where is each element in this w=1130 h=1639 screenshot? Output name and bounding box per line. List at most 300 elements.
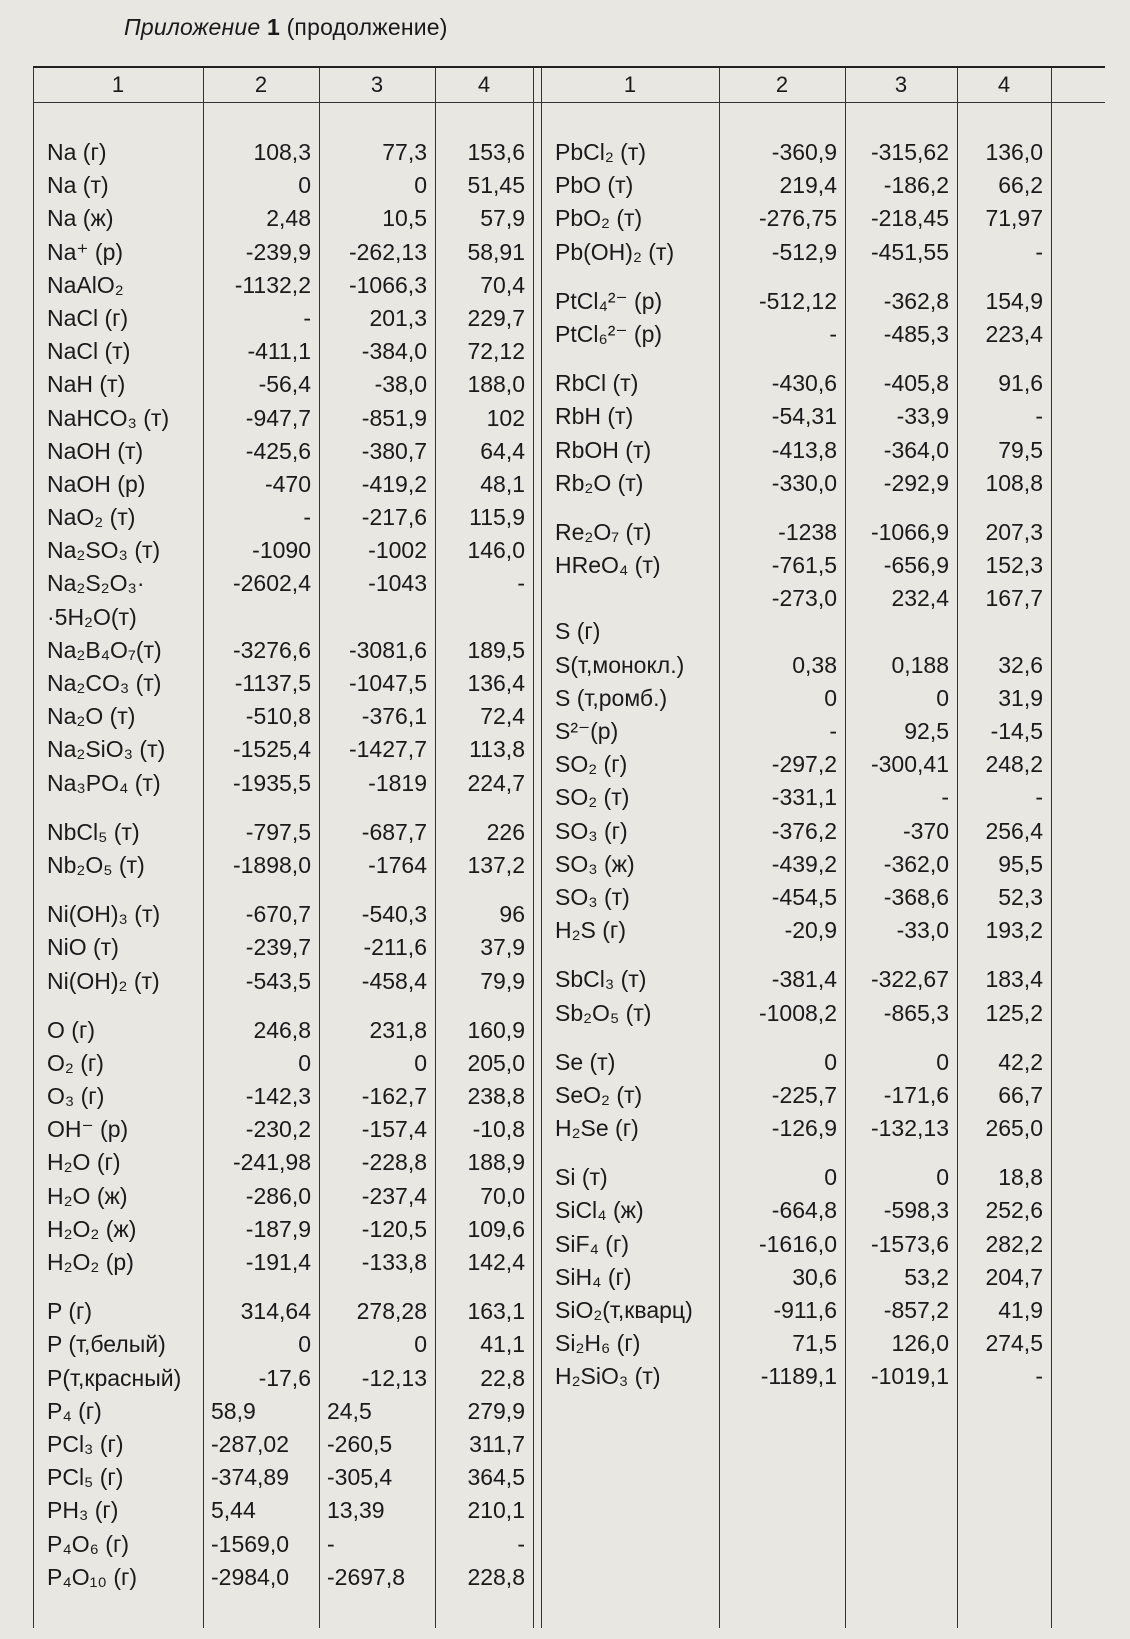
value-cell: 51,45 bbox=[467, 172, 525, 199]
substance-cell: P (г) bbox=[47, 1298, 93, 1325]
value-cell: 18,8 bbox=[998, 1164, 1043, 1191]
substance-cell: H₂O (г) bbox=[47, 1149, 121, 1176]
row-spacer bbox=[319, 1279, 435, 1295]
row-spacer bbox=[541, 351, 719, 367]
value-cell: 136,4 bbox=[467, 670, 525, 696]
substance-cell: Na (т) bbox=[47, 172, 109, 199]
value-cell: -1066,9 bbox=[870, 518, 949, 545]
row-spacer bbox=[541, 500, 719, 516]
row-spacer bbox=[719, 1030, 845, 1046]
value-cell: 193,2 bbox=[985, 917, 1043, 944]
value-cell: 0 bbox=[824, 1164, 837, 1191]
substance-cell: HReO₄ (т) bbox=[555, 552, 661, 579]
substance-cell: Na₂O (т) bbox=[47, 703, 136, 730]
value-cell: 66,2 bbox=[998, 172, 1043, 199]
value-cell: -362,8 bbox=[883, 287, 949, 314]
value-cell: 42,2 bbox=[998, 1048, 1043, 1075]
value-cell: 163,1 bbox=[467, 1298, 525, 1325]
value-cell: 152,3 bbox=[985, 552, 1043, 579]
value-cell: 265,0 bbox=[985, 1115, 1043, 1142]
value-cell: -120,5 bbox=[361, 1215, 427, 1242]
value-cell: -376,2 bbox=[771, 817, 837, 844]
value-cell: 125,2 bbox=[985, 999, 1043, 1026]
substance-cell: Na (г) bbox=[47, 139, 107, 165]
row-spacer bbox=[719, 269, 845, 285]
value-cell: 0 bbox=[936, 684, 949, 711]
title-suffix: (продолжение) bbox=[286, 14, 448, 40]
value-cell: -276,75 bbox=[758, 205, 837, 232]
value-cell: 57,9 bbox=[480, 205, 525, 232]
substance-cell: O (г) bbox=[47, 1016, 95, 1043]
value-cell: 92,5 bbox=[904, 718, 949, 744]
row-spacer bbox=[845, 1145, 957, 1161]
value-cell: - bbox=[303, 304, 311, 331]
value-cell: -947,7 bbox=[245, 404, 311, 431]
value-cell: 53,2 bbox=[904, 1263, 949, 1290]
substance-cell: NaOH (т) bbox=[47, 437, 144, 464]
value-cell: -239,7 bbox=[245, 934, 311, 961]
value-cell: -362,0 bbox=[883, 850, 949, 877]
value-cell: -3081,6 bbox=[348, 636, 427, 663]
value-cell: -56,4 bbox=[258, 371, 311, 398]
value-cell: 142,4 bbox=[467, 1249, 525, 1275]
substance-cell: P₄ (г) bbox=[47, 1397, 102, 1424]
substance-cell: SiF₄ (г) bbox=[555, 1230, 629, 1257]
value-cell: -126,9 bbox=[771, 1115, 837, 1142]
col-divider bbox=[533, 68, 534, 1628]
value-cell: 231,8 bbox=[369, 1016, 427, 1043]
substance-cell: H₂O (ж) bbox=[47, 1182, 128, 1209]
value-cell: -157,4 bbox=[361, 1116, 427, 1143]
value-cell: 32,6 bbox=[998, 651, 1043, 678]
value-cell: 226 bbox=[486, 818, 525, 845]
value-cell: 223,4 bbox=[985, 320, 1043, 347]
row-spacer bbox=[957, 1030, 1051, 1046]
value-cell: -1427,7 bbox=[348, 736, 427, 763]
substance-cell: NaAlO₂ bbox=[47, 271, 124, 298]
row-spacer bbox=[541, 269, 719, 285]
value-cell: -543,5 bbox=[245, 967, 311, 994]
left-enthalpy-column bbox=[203, 136, 319, 1594]
row-spacer bbox=[33, 882, 203, 898]
value-cell: 95,5 bbox=[998, 850, 1043, 877]
substance-cell: PCl₃ (г) bbox=[47, 1430, 124, 1457]
col-divider bbox=[1051, 68, 1052, 1628]
row-spacer bbox=[33, 1279, 203, 1295]
value-cell: -360,9 bbox=[771, 139, 837, 165]
value-cell: 79,9 bbox=[480, 967, 525, 994]
value-cell: -368,6 bbox=[883, 883, 949, 910]
value-cell: -1569,0 bbox=[211, 1530, 290, 1557]
value-cell: -380,7 bbox=[361, 437, 427, 464]
row-spacer bbox=[541, 1145, 719, 1161]
value-cell: -857,2 bbox=[883, 1297, 949, 1323]
substance-cell: P(т,красный) bbox=[47, 1364, 182, 1391]
header-cell: 3 bbox=[894, 72, 908, 97]
value-cell: 41,9 bbox=[998, 1297, 1043, 1323]
substance-cell: H₂SiO₃ (т) bbox=[555, 1363, 661, 1390]
value-cell: 70,0 bbox=[480, 1182, 525, 1209]
value-cell: 72,12 bbox=[467, 338, 525, 365]
value-cell: 58,9 bbox=[211, 1397, 256, 1424]
value-cell: - bbox=[517, 1530, 525, 1557]
value-cell: -287,02 bbox=[211, 1430, 290, 1457]
value-cell: -797,5 bbox=[245, 818, 311, 845]
value-cell: -384,0 bbox=[361, 338, 427, 365]
value-cell: -33,0 bbox=[896, 917, 949, 944]
value-cell: -454,5 bbox=[771, 883, 837, 910]
substance-cell: PtCl₆²⁻ (р) bbox=[555, 320, 663, 347]
value-cell: 183,4 bbox=[985, 966, 1043, 993]
value-cell: -186,2 bbox=[883, 172, 949, 199]
value-cell bbox=[719, 615, 845, 648]
value-cell: -225,7 bbox=[771, 1081, 837, 1108]
value-cell: 238,8 bbox=[467, 1083, 525, 1110]
value-cell: -305,4 bbox=[327, 1464, 393, 1491]
value-cell: -851,9 bbox=[361, 404, 427, 431]
row-spacer bbox=[541, 947, 719, 963]
value-cell: -1819 bbox=[368, 769, 427, 796]
value-cell: 77,3 bbox=[382, 139, 427, 165]
value-cell: -38,0 bbox=[374, 371, 427, 398]
right-substance-column bbox=[541, 136, 719, 1394]
value-cell: 314,64 bbox=[240, 1298, 311, 1325]
substance-cell: PbO₂ (т) bbox=[555, 205, 643, 232]
header-cell: 4 bbox=[997, 72, 1011, 97]
value-cell: -20,9 bbox=[784, 917, 837, 944]
substance-cell: Si₂H₆ (г) bbox=[555, 1330, 641, 1357]
value-cell: -33,9 bbox=[896, 403, 949, 430]
right-gibbs-column bbox=[845, 136, 957, 1394]
value-cell: -322,67 bbox=[870, 966, 949, 993]
value-cell: -439,2 bbox=[771, 850, 837, 877]
substance-cell: Na₂SO₃ (т) bbox=[47, 537, 161, 564]
value-cell: 0 bbox=[298, 1049, 311, 1076]
value-cell: -239,9 bbox=[245, 238, 311, 265]
value-cell: 24,5 bbox=[327, 1397, 372, 1424]
value-cell: -370 bbox=[902, 817, 949, 844]
title-number: 1 bbox=[266, 14, 280, 40]
value-cell: 115,9 bbox=[469, 504, 525, 531]
substance-cell: Na₂B₄O₇(т) bbox=[47, 636, 162, 663]
value-cell: -2984,0 bbox=[211, 1563, 290, 1590]
row-spacer bbox=[845, 1030, 957, 1046]
value-cell: 204,7 bbox=[985, 1263, 1043, 1290]
substance-cell: Ni(OH)₃ (т) bbox=[47, 901, 161, 928]
value-cell: 2,48 bbox=[266, 205, 311, 232]
value-cell: 282,2 bbox=[985, 1230, 1043, 1257]
value-cell bbox=[319, 601, 435, 634]
value-cell: 167,7 bbox=[985, 585, 1043, 612]
substance-cell: SO₃ (т) bbox=[555, 883, 630, 910]
value-cell: -470 bbox=[264, 470, 311, 497]
value-cell: -273,0 bbox=[771, 585, 837, 612]
value-cell: 70,4 bbox=[480, 271, 525, 298]
row-spacer bbox=[435, 1279, 533, 1295]
value-cell: - bbox=[1035, 238, 1043, 265]
substance-cell: Se (т) bbox=[555, 1048, 616, 1075]
value-cell: -664,8 bbox=[771, 1197, 837, 1224]
substance-cell: Na (ж) bbox=[47, 205, 114, 232]
value-cell: 189,5 bbox=[467, 636, 525, 663]
substance-cell: Sb₂O₅ (т) bbox=[555, 999, 652, 1026]
substance-cell: P (т,белый) bbox=[47, 1331, 166, 1358]
value-cell: 0,38 bbox=[792, 651, 837, 678]
value-cell: -911,6 bbox=[773, 1297, 837, 1323]
value-cell: 224,7 bbox=[467, 769, 525, 796]
row-spacer bbox=[957, 351, 1051, 367]
value-cell: 0 bbox=[298, 172, 311, 199]
value-cell bbox=[845, 615, 957, 648]
value-cell: 228,8 bbox=[467, 1563, 525, 1590]
row-spacer bbox=[435, 800, 533, 816]
substance-cell: SiH₄ (г) bbox=[555, 1263, 632, 1290]
value-cell: -1008,2 bbox=[758, 999, 837, 1026]
left-gibbs-column bbox=[319, 136, 435, 1594]
value-cell: -485,3 bbox=[883, 320, 949, 347]
value-cell: 364,5 bbox=[467, 1464, 525, 1491]
row-spacer bbox=[957, 947, 1051, 963]
value-cell: - bbox=[327, 1530, 335, 1557]
value-cell: 0,188 bbox=[891, 651, 949, 678]
value-cell: -512,12 bbox=[758, 287, 837, 314]
value-cell: -1616,0 bbox=[758, 1230, 837, 1257]
substance-cell: NaCl (т) bbox=[47, 338, 131, 365]
value-cell: -413,8 bbox=[771, 436, 837, 463]
value-cell: -187,9 bbox=[245, 1215, 311, 1242]
value-cell: 126,0 bbox=[891, 1330, 949, 1357]
value-cell: -670,7 bbox=[245, 901, 311, 928]
substance-cell: PtCl₄²⁻ (р) bbox=[555, 287, 663, 314]
substance-cell: ·5H₂O(т) bbox=[47, 603, 137, 630]
value-cell: -374,89 bbox=[211, 1464, 290, 1491]
value-cell: -17,6 bbox=[258, 1364, 311, 1391]
substance-cell: OH⁻ (р) bbox=[47, 1116, 129, 1143]
substance-cell: NaCl (г) bbox=[47, 304, 129, 331]
value-cell: 136,0 bbox=[985, 139, 1043, 165]
value-cell: 64,4 bbox=[480, 437, 525, 464]
value-cell: -411,1 bbox=[247, 338, 311, 365]
value-cell: -133,8 bbox=[361, 1249, 427, 1275]
right-enthalpy-column bbox=[719, 136, 845, 1394]
value-cell: -3276,6 bbox=[232, 636, 311, 663]
value-cell: -262,13 bbox=[348, 238, 427, 265]
value-cell: -330,0 bbox=[771, 469, 837, 496]
substance-cell: Si (т) bbox=[555, 1164, 608, 1191]
substance-cell: PH₃ (г) bbox=[47, 1497, 119, 1524]
substance-cell: S²⁻(р) bbox=[555, 718, 619, 744]
row-spacer bbox=[33, 998, 203, 1014]
value-cell bbox=[203, 601, 319, 634]
value-cell: -1573,6 bbox=[870, 1230, 949, 1257]
value-cell: - bbox=[829, 718, 837, 744]
row-spacer bbox=[435, 998, 533, 1014]
substance-cell: SO₂ (т) bbox=[555, 784, 630, 811]
value-cell: 153,6 bbox=[467, 139, 525, 165]
row-spacer bbox=[719, 500, 845, 516]
row-spacer bbox=[435, 882, 533, 898]
value-cell: 66,7 bbox=[998, 1081, 1043, 1108]
value-cell: 30,6 bbox=[792, 1263, 837, 1290]
value-cell: 72,4 bbox=[480, 703, 525, 730]
row-spacer bbox=[33, 800, 203, 816]
substance-cell: Na₂S₂O₃· bbox=[47, 570, 145, 597]
value-cell: -1066,3 bbox=[348, 271, 427, 298]
value-cell: 311,7 bbox=[469, 1430, 525, 1457]
substance-cell: SO₂ (г) bbox=[555, 751, 628, 778]
value-cell: - bbox=[517, 570, 525, 597]
row-spacer bbox=[203, 1279, 319, 1295]
substance-cell: NiO (т) bbox=[47, 934, 119, 961]
row-spacer bbox=[845, 269, 957, 285]
value-cell: -598,3 bbox=[883, 1197, 949, 1224]
value-cell: 96 bbox=[499, 901, 525, 928]
value-cell: 41,1 bbox=[480, 1331, 525, 1358]
value-cell: 109,6 bbox=[467, 1215, 525, 1242]
value-cell: - bbox=[303, 504, 311, 531]
row-spacer bbox=[203, 882, 319, 898]
row-spacer bbox=[541, 1030, 719, 1046]
value-cell: -217,6 bbox=[361, 504, 427, 531]
header-cell: 2 bbox=[254, 72, 268, 97]
substance-cell: RbOH (т) bbox=[555, 436, 652, 463]
substance-cell: PbCl₂ (т) bbox=[555, 139, 647, 165]
value-cell: 37,9 bbox=[480, 934, 525, 961]
value-cell: -656,9 bbox=[883, 552, 949, 579]
substance-cell: Ni(OH)₂ (т) bbox=[47, 967, 160, 994]
value-cell: 0 bbox=[414, 1331, 427, 1358]
value-cell: -132,13 bbox=[870, 1115, 949, 1142]
value-cell: 210,1 bbox=[467, 1497, 525, 1524]
row-spacer bbox=[845, 500, 957, 516]
value-cell: 5,44 bbox=[211, 1497, 256, 1524]
value-cell: 205,0 bbox=[467, 1049, 525, 1076]
value-cell: -761,5 bbox=[771, 552, 837, 579]
substance-cell: NaHCO₃ (т) bbox=[47, 404, 170, 431]
substance-cell: PCl₅ (г) bbox=[47, 1464, 124, 1491]
value-cell: 71,5 bbox=[792, 1330, 837, 1357]
substance-cell: H₂O₂ (ж) bbox=[47, 1215, 137, 1242]
row-spacer bbox=[845, 351, 957, 367]
value-cell: 146,0 bbox=[467, 537, 525, 564]
substance-cell: RbH (т) bbox=[555, 403, 634, 430]
row-spacer bbox=[719, 1145, 845, 1161]
page-title bbox=[124, 14, 448, 41]
row-spacer bbox=[845, 947, 957, 963]
value-cell: 201,3 bbox=[369, 304, 427, 331]
value-cell: -1002 bbox=[368, 537, 427, 564]
value-cell bbox=[957, 615, 1051, 648]
value-cell: -1132,2 bbox=[234, 271, 311, 298]
value-cell: 274,5 bbox=[985, 1330, 1043, 1357]
value-cell: -510,8 bbox=[245, 703, 311, 730]
substance-cell: S (т,ромб.) bbox=[555, 684, 668, 711]
substance-cell: S(т,монокл.) bbox=[555, 651, 685, 678]
value-cell: -14,5 bbox=[990, 718, 1043, 744]
substance-cell: Re₂O₇ (т) bbox=[555, 518, 652, 545]
substance-cell: S (г) bbox=[555, 618, 601, 645]
value-cell: -1764 bbox=[368, 851, 427, 878]
value-cell: -381,4 bbox=[771, 966, 837, 993]
value-cell: 48,1 bbox=[480, 470, 525, 497]
substance-cell: Na⁺ (р) bbox=[47, 238, 124, 265]
value-cell: -162,7 bbox=[361, 1083, 427, 1110]
value-cell: - bbox=[941, 784, 949, 811]
value-cell: -1238 bbox=[778, 518, 837, 545]
right-entropy-column bbox=[957, 136, 1051, 1394]
value-cell: -260,5 bbox=[327, 1430, 393, 1457]
row-spacer bbox=[203, 998, 319, 1014]
value-cell: 108,3 bbox=[253, 139, 311, 165]
value-cell: -1137,5 bbox=[234, 670, 311, 696]
value-cell: 22,8 bbox=[480, 1364, 525, 1391]
value-cell: -376,1 bbox=[361, 703, 427, 730]
value-cell: 31,9 bbox=[998, 684, 1043, 711]
value-cell: -364,0 bbox=[883, 436, 949, 463]
value-cell: -331,1 bbox=[771, 784, 837, 811]
value-cell: 0 bbox=[824, 1048, 837, 1075]
value-cell: -1047,5 bbox=[348, 670, 427, 696]
value-cell: 0 bbox=[298, 1331, 311, 1358]
value-cell: 252,6 bbox=[985, 1197, 1043, 1224]
value-cell: -228,8 bbox=[361, 1149, 427, 1176]
value-cell: -1090 bbox=[252, 537, 311, 564]
substance-cell: NbCl₅ (т) bbox=[47, 818, 140, 845]
value-cell: 160,9 bbox=[467, 1016, 525, 1043]
row-spacer bbox=[319, 882, 435, 898]
substance-cell: NaO₂ (т) bbox=[47, 504, 136, 531]
value-cell: -2602,4 bbox=[232, 570, 311, 597]
header-cell: 1 bbox=[111, 72, 125, 97]
value-cell: 219,4 bbox=[779, 172, 837, 199]
value-cell: -171,6 bbox=[883, 1081, 949, 1108]
value-cell: -142,3 bbox=[245, 1083, 311, 1110]
substance-cell: SbCl₃ (т) bbox=[555, 966, 647, 993]
value-cell: - bbox=[1035, 784, 1043, 811]
value-cell: -687,7 bbox=[361, 818, 427, 845]
value-cell: -451,55 bbox=[870, 238, 949, 265]
value-cell: 58,91 bbox=[467, 238, 525, 265]
value-cell: 0 bbox=[414, 172, 427, 199]
value-cell: 71,97 bbox=[985, 205, 1043, 232]
substance-cell: H₂Se (г) bbox=[555, 1115, 639, 1142]
value-cell: 91,6 bbox=[998, 370, 1043, 397]
value-cell: -218,45 bbox=[870, 205, 949, 232]
value-cell: -1525,4 bbox=[232, 736, 311, 763]
value-cell: - bbox=[1035, 403, 1043, 430]
substance-cell: Nb₂O₅ (т) bbox=[47, 851, 145, 878]
value-cell: 246,8 bbox=[253, 1016, 311, 1043]
header-cell: 1 bbox=[623, 72, 637, 97]
value-cell: -292,9 bbox=[883, 469, 949, 496]
value-cell: - bbox=[829, 320, 837, 347]
value-cell: 0 bbox=[936, 1164, 949, 1191]
value-cell: -1019,1 bbox=[870, 1363, 949, 1390]
substance-cell: NaH (т) bbox=[47, 371, 126, 398]
value-cell: 137,2 bbox=[467, 851, 525, 878]
row-spacer bbox=[719, 351, 845, 367]
value-cell: -1935,5 bbox=[232, 769, 311, 796]
substance-cell: NaOH (р) bbox=[47, 470, 146, 497]
value-cell: 52,3 bbox=[998, 883, 1043, 910]
value-cell: 0 bbox=[936, 1048, 949, 1075]
substance-cell: Na₂SiO₃ (т) bbox=[47, 736, 166, 763]
value-cell: 248,2 bbox=[985, 751, 1043, 778]
substance-cell: H₂O₂ (р) bbox=[47, 1249, 134, 1275]
substance-cell: O₃ (г) bbox=[47, 1083, 105, 1110]
substance-cell: SiCl₄ (ж) bbox=[555, 1197, 644, 1224]
value-cell: -300,41 bbox=[870, 751, 949, 778]
